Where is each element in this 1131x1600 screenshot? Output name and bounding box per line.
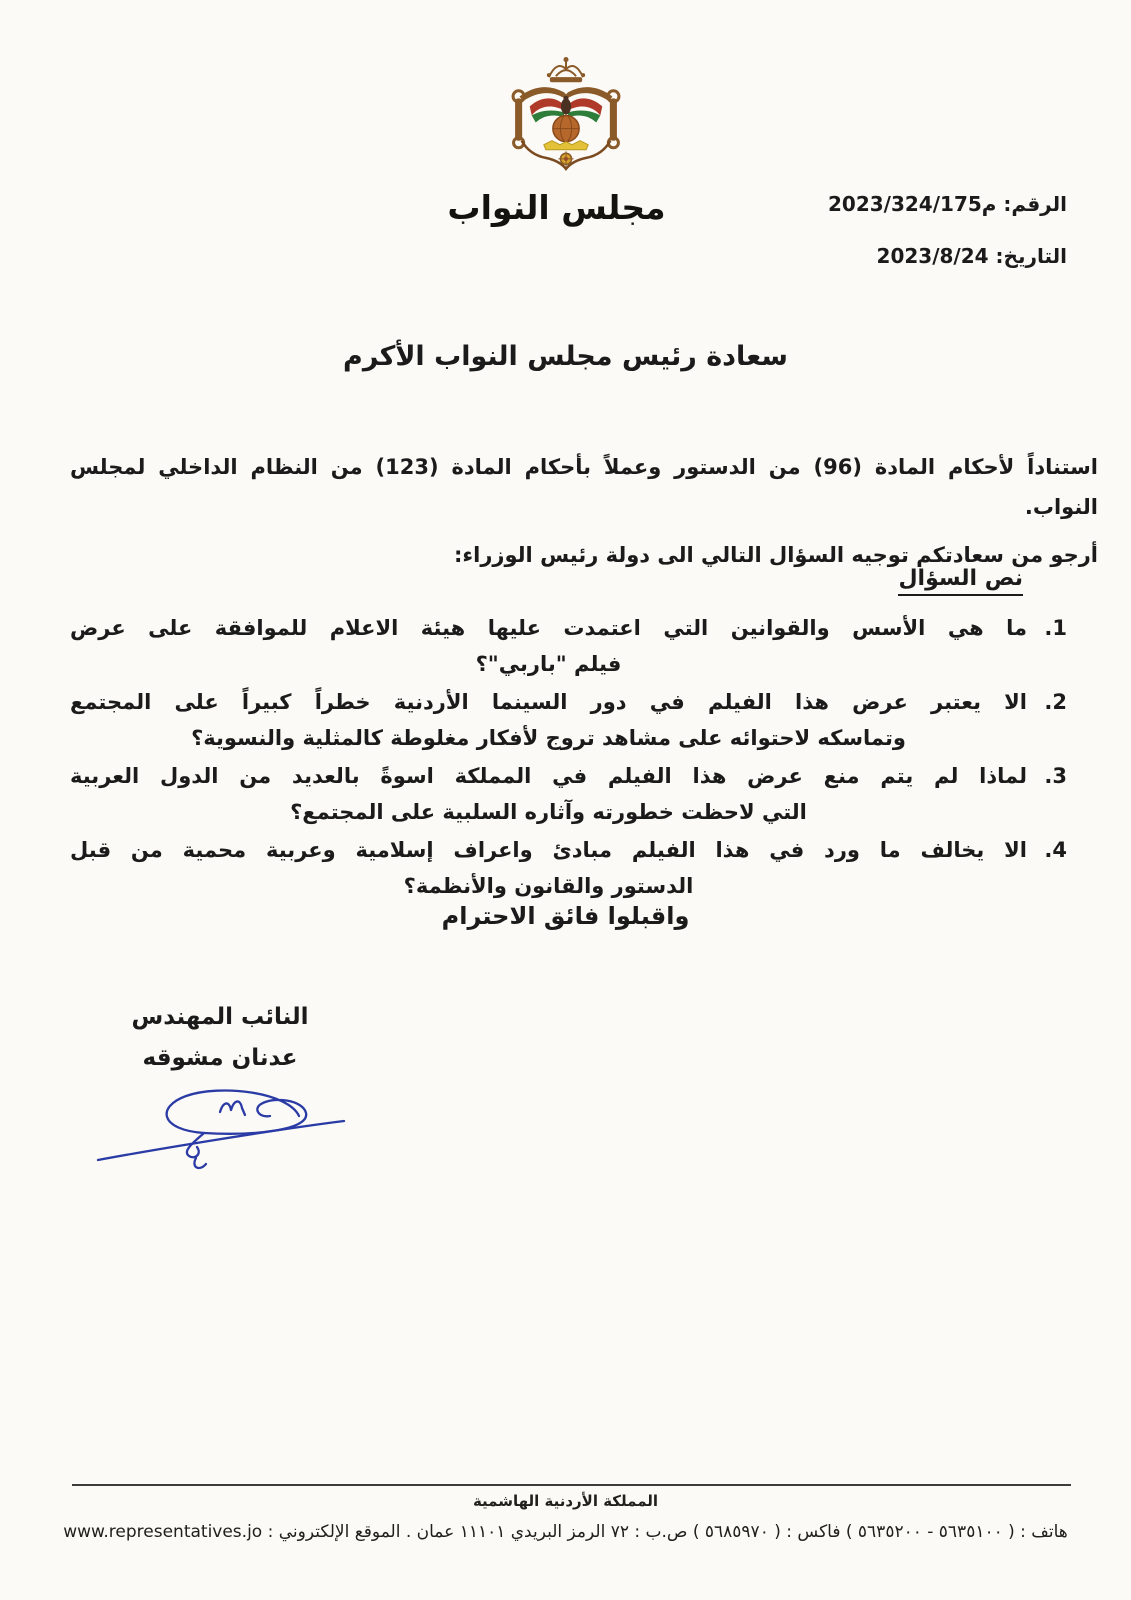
question-heading-wrap <box>898 566 1023 591</box>
question-line: ما هي الأسس والقوانين التي اعتمدت عليها هيئة الاعلام للموافقة على عرض <box>70 616 1027 640</box>
question-line: الا يعتبر عرض هذا الفيلم في دور السينما الأردنية خطراً كبيراً على المجتمع <box>70 690 1027 714</box>
org-name-calligraphy: مجلس النواب <box>447 188 666 227</box>
signature-strokes <box>98 1090 344 1168</box>
jordan-coat-of-arms-graphic <box>485 54 647 178</box>
reference-number: الرقم: م2023/324/175 <box>828 192 1067 216</box>
intro-paragraphs <box>70 447 1098 575</box>
intro-line-1: استناداً لأحكام المادة (96) من الدستور وعملاً بأحكام المادة (123) من النظام الداخلي لمجلس النواب. <box>70 455 1098 519</box>
signatory-name: عدنان مشوقه <box>142 1045 298 1071</box>
question-number: 2. <box>1044 690 1067 714</box>
signatory-block <box>103 1004 337 1071</box>
intro-line-2: أرجو من سعادتكم توجيه السؤال التالي الى دولة رئيس الوزراء: <box>454 543 1098 567</box>
question-number: 4. <box>1044 838 1067 862</box>
question-line: وتماسكه لاحتوائه على مشاهد تروج لأفكار مغلوطة كالمثلية والنسوية؟ <box>191 726 906 750</box>
signatory-title: النائب المهندس <box>131 1004 309 1030</box>
question-line: لماذا لم يتم منع عرض هذا الفيلم في المملكة اسوةً بالعديد من الدول العربية <box>70 764 1027 788</box>
question-text <box>70 832 1027 904</box>
question-text <box>70 758 1027 830</box>
question-text <box>70 610 1027 682</box>
question-item-2 <box>70 684 1067 756</box>
letter-meta <box>828 192 1067 268</box>
footer-contact-line: هاتف : ( ٥٦٣٥١٠٠ - ٥٦٣٥٢٠٠ ) فاكس : ( ٥٦٨٥٩٧٠ ) ص.ب : ٧٢ الرمز البريدي ١١١٠١ عمان . الموقع الإلكتروني : www.representatives.jo <box>63 1522 1068 1542</box>
questions-list <box>70 610 1067 906</box>
closing-phrase: واقبلوا فائق الاحترام <box>441 902 690 930</box>
letter-date: التاريخ: 2023/8/24 <box>876 244 1067 268</box>
question-item-3 <box>70 758 1067 830</box>
kingdom-name-calligraphy: المملكة الأردنية الهاشمية <box>472 1492 659 1510</box>
question-line: الدستور والقانون والأنظمة؟ <box>403 874 694 898</box>
question-item-4 <box>70 832 1067 904</box>
handwritten-signature <box>92 1072 357 1170</box>
question-line: فيلم "باربي"؟ <box>475 652 622 676</box>
footer-divider <box>72 1484 1071 1486</box>
question-line: التي لاحظت خطورته وآثاره السلبية على المجتمع؟ <box>290 800 807 824</box>
question-text <box>70 684 1027 756</box>
question-number: 3. <box>1044 764 1067 788</box>
question-line: الا يخالف ما ورد في هذا الفيلم مبادئ واعراف إسلامية وعربية محمية من قبل <box>70 838 1027 862</box>
question-number: 1. <box>1044 616 1067 640</box>
jordan-coat-of-arms-icon <box>0 54 1131 178</box>
question-heading: نص السؤال <box>898 566 1023 596</box>
salutation-title: سعادة رئيس مجلس النواب الأكرم <box>343 341 788 372</box>
question-item-1 <box>70 610 1067 682</box>
